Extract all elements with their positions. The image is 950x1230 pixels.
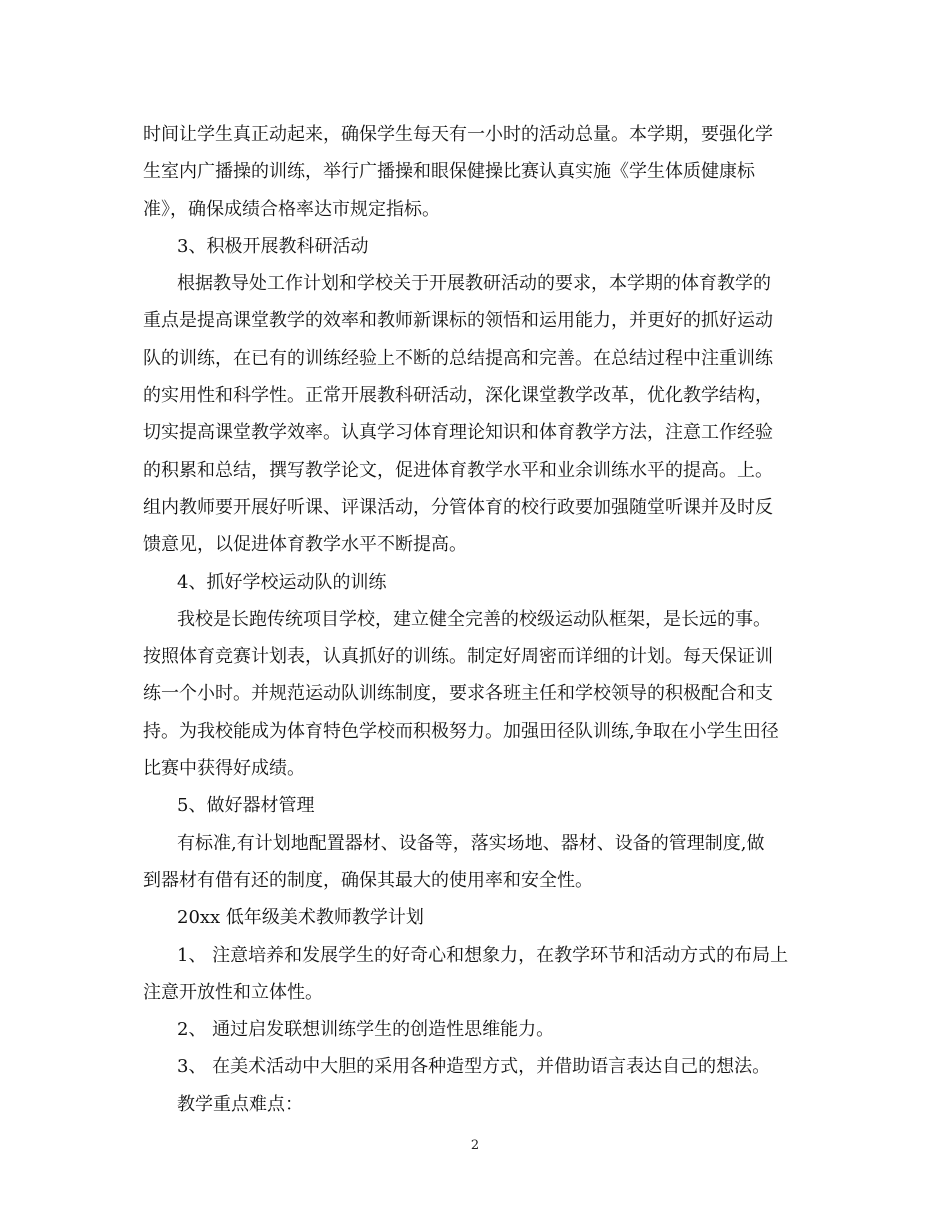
text-line: 3、 在美术活动中大胆的采用各种造型方式，并借助语言表达自己的想法。 xyxy=(177,1056,771,1078)
text-line: 注意开放性和立体性。 xyxy=(143,981,323,1003)
text-line: 切实提高课堂教学效率。认真学习体育理论知识和体育教学方法，注意工作经验 xyxy=(143,422,773,444)
text-line: 的实用性和科学性。正常开展教科研活动，深化课堂教学改革，优化教学结构， xyxy=(143,385,773,407)
text-line: 3、积极开展教科研活动 xyxy=(177,235,369,257)
text-line: 2、 通过启发联想训练学生的创造性思维能力。 xyxy=(177,1019,555,1041)
text-line: 馈意见，以促进体育教学水平不断提高。 xyxy=(143,534,467,556)
text-line: 持。为我校能成为体育特色学校而积极努力。加强田径队训练,争取在小学生田径 xyxy=(143,720,779,742)
text-line: 5、做好器材管理 xyxy=(177,795,315,817)
text-line: 按照体育竞赛计划表，认真抓好的训练。制定好周密而详细的计划。每天保证训 xyxy=(143,646,773,668)
text-line: 教学重点难点： xyxy=(177,1093,303,1115)
text-line: 时间让学生真正动起来，确保学生每天有一小时的活动总量。本学期，要强化学 xyxy=(143,124,773,145)
text-line: 生室内广播操的训练，举行广播操和眼保健操比赛认真实施《学生体质健康标 xyxy=(143,161,755,183)
text-line: 的积累和总结，撰写教学论文，促进体育教学水平和业余训练水平的提高。上。 xyxy=(143,459,773,481)
text-line: 队的训练，在已有的训练经验上不断的总结提高和完善。在总结过程中注重训练 xyxy=(143,347,773,369)
text-line: 到器材有借有还的制度，确保其最大的使用率和安全性。 xyxy=(143,869,593,891)
text-line: 20xx 低年级美术教师教学计划 xyxy=(177,907,424,929)
text-line: 准》，确保成绩合格率达市规定指标。 xyxy=(143,198,440,220)
text-line: 我校是长跑传统项目学校，建立健全完善的校级运动队框架，是长远的事。 xyxy=(177,608,771,630)
text-line: 有标准,有计划地配置器材、设备等，落实场地、器材、设备的管理制度,做 xyxy=(177,832,765,854)
text-line: 组内教师要开展好听课、评课活动，分管体育的校行政要加强随堂听课并及时反 xyxy=(143,496,773,518)
document-body xyxy=(143,116,815,1123)
text-line: 根据教导处工作计划和学校关于开展教研活动的要求，本学期的体育教学的 xyxy=(177,273,771,295)
page-number: 2 xyxy=(470,1138,480,1153)
text-line: 4、抓好学校运动队的训练 xyxy=(177,571,387,593)
text-line: 1、 注意培养和发展学生的好奇心和想象力，在教学环节和活动方式的布局上 xyxy=(177,944,789,966)
text-line: 练一个小时。并规范运动队训练制度，要求各班主任和学校领导的积极配合和支 xyxy=(143,683,773,705)
text-line: 重点是提高课堂教学的效率和教师新课标的领悟和运用能力，并更好的抓好运动 xyxy=(143,310,773,332)
text-line: 比赛中获得好成绩。 xyxy=(143,758,305,780)
